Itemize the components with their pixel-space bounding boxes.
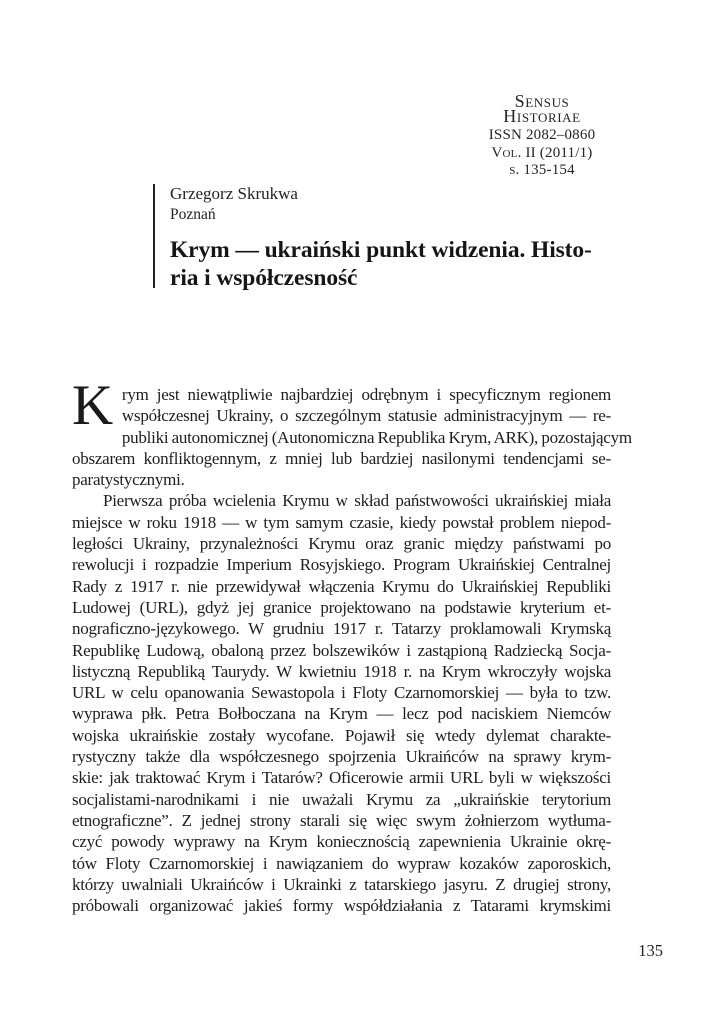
journal-volume: Vol. II (2011/1) xyxy=(491,144,593,161)
body-text-line: rewolucji i rozpadzie Imperium Rosyjskiego. Program Ukraińskiej Centralnej xyxy=(72,555,611,575)
journal-header xyxy=(452,91,632,180)
journal-name-line1: Sensus xyxy=(514,91,570,111)
paragraph-1 xyxy=(72,374,632,490)
body-text-line: URL w celu opanowania Sewastopola i Floty Czarnomorskiej — była to tzw. xyxy=(72,683,611,703)
author-block xyxy=(170,182,298,224)
body-text-line: etnograficzne”. Z jednej strony starali się więc swym żołnierzom wytłuma- xyxy=(72,810,611,830)
body-text-line: miejsce w roku 1918 — w tym samym czasie, kiedy powstał problem niepod- xyxy=(72,512,611,532)
body-text-line: Ludowej (URL), gdyż jej granice projektowano na podstawie kryterium et- xyxy=(72,597,611,617)
body-text-line: wojska ukraińskie zostały wycofane. Pojawił się wtedy dylemat charakte- xyxy=(72,725,611,745)
body-text-line: próbowali organizować jakieś formy współdziałania z Tatarami krymskimi xyxy=(72,896,611,916)
journal-issn: ISSN 2082–0860 xyxy=(488,127,596,143)
body-text-line: obszarem konfliktogennym, z mniej lub bardziej nasilonymi tendencjami se- xyxy=(72,448,611,468)
page-number: 135 xyxy=(638,941,663,960)
body-text-line: którzy uwalniali Ukraińców i Ukrainki z tatarskiego jasyru. Z drugiej strony, xyxy=(72,874,611,894)
body-text-line: współczesnej Ukrainy, o szczególnym statusie administracyjnym — re- xyxy=(121,406,611,426)
body-text-line: listyczną Republiką Taurydy. W kwietniu 1918 r. na Krym wkroczyły wojska xyxy=(72,661,611,681)
body-text-line: ległości Ukrainy, przynależności Krymu oraz granic między państwami po xyxy=(72,534,611,554)
author-name: Grzegorz Skrukwa xyxy=(170,184,298,203)
vertical-rule xyxy=(153,184,155,288)
article-title-line1: Krym — ukraiński punkt widzenia. Histo- xyxy=(170,237,592,263)
body-text-line: Pierwsza próba wcielenia Krymu w skład państwowości ukraińskiej miała xyxy=(103,491,611,511)
author-affiliation: Poznań xyxy=(170,206,216,223)
dropcap: K xyxy=(72,374,113,437)
body-text-line: czyć powody wyprawy na Krym koniecznością zapewnienia Ukrainie okrę- xyxy=(72,832,611,852)
body-text-line: rystyczny także dla współczesnego spojrzenia Ukraińców na sprawy krym- xyxy=(72,747,611,767)
body-text-line: skie: jak traktować Krym i Tatarów? Oficerowie armii URL byli w większości xyxy=(72,768,611,788)
body-text-line: socjalistami-narodnikami i nie uważali Krymu za „ukraińskie terytorium xyxy=(72,789,611,809)
journal-name-line2: Historiae xyxy=(503,106,581,126)
article-title xyxy=(170,237,650,292)
body-text-line: Rady z 1917 r. nie przewidywał włączenia Krymu do Ukraińskiej Republiki xyxy=(72,576,611,596)
body-text-line: nograficzno-językowego. W grudniu 1917 r. Tatarzy proklamowali Krymską xyxy=(72,619,611,639)
journal-meta xyxy=(452,127,632,180)
body-text-line: tów Floty Czarnomorskiej i nawiązaniem do wypraw kozaków zaporoskich, xyxy=(72,853,611,873)
body-text-line: publiki autonomicznej (Autonomiczna Republika Krym, ARK), pozostającym xyxy=(121,427,632,447)
body-text-line: rym jest niewątpliwie najbardziej odrębnym i specyficznym regionem xyxy=(121,385,611,404)
body-text-line: Republikę Ludową, obaloną przez bolszewików i zastąpioną Radziecką Socja- xyxy=(72,640,611,660)
paragraph-2 xyxy=(72,490,611,916)
article-title-line2: ria i współczesność xyxy=(170,264,358,291)
journal-pages-range: s. 135-154 xyxy=(509,162,575,178)
body-text-line: wyprawa płk. Petra Bołboczana na Krym — lecz pod naciskiem Niemców xyxy=(72,704,611,724)
body-text-line: paratystycznymi. xyxy=(72,470,185,490)
journal-logo xyxy=(452,91,632,126)
article-body xyxy=(72,374,632,916)
